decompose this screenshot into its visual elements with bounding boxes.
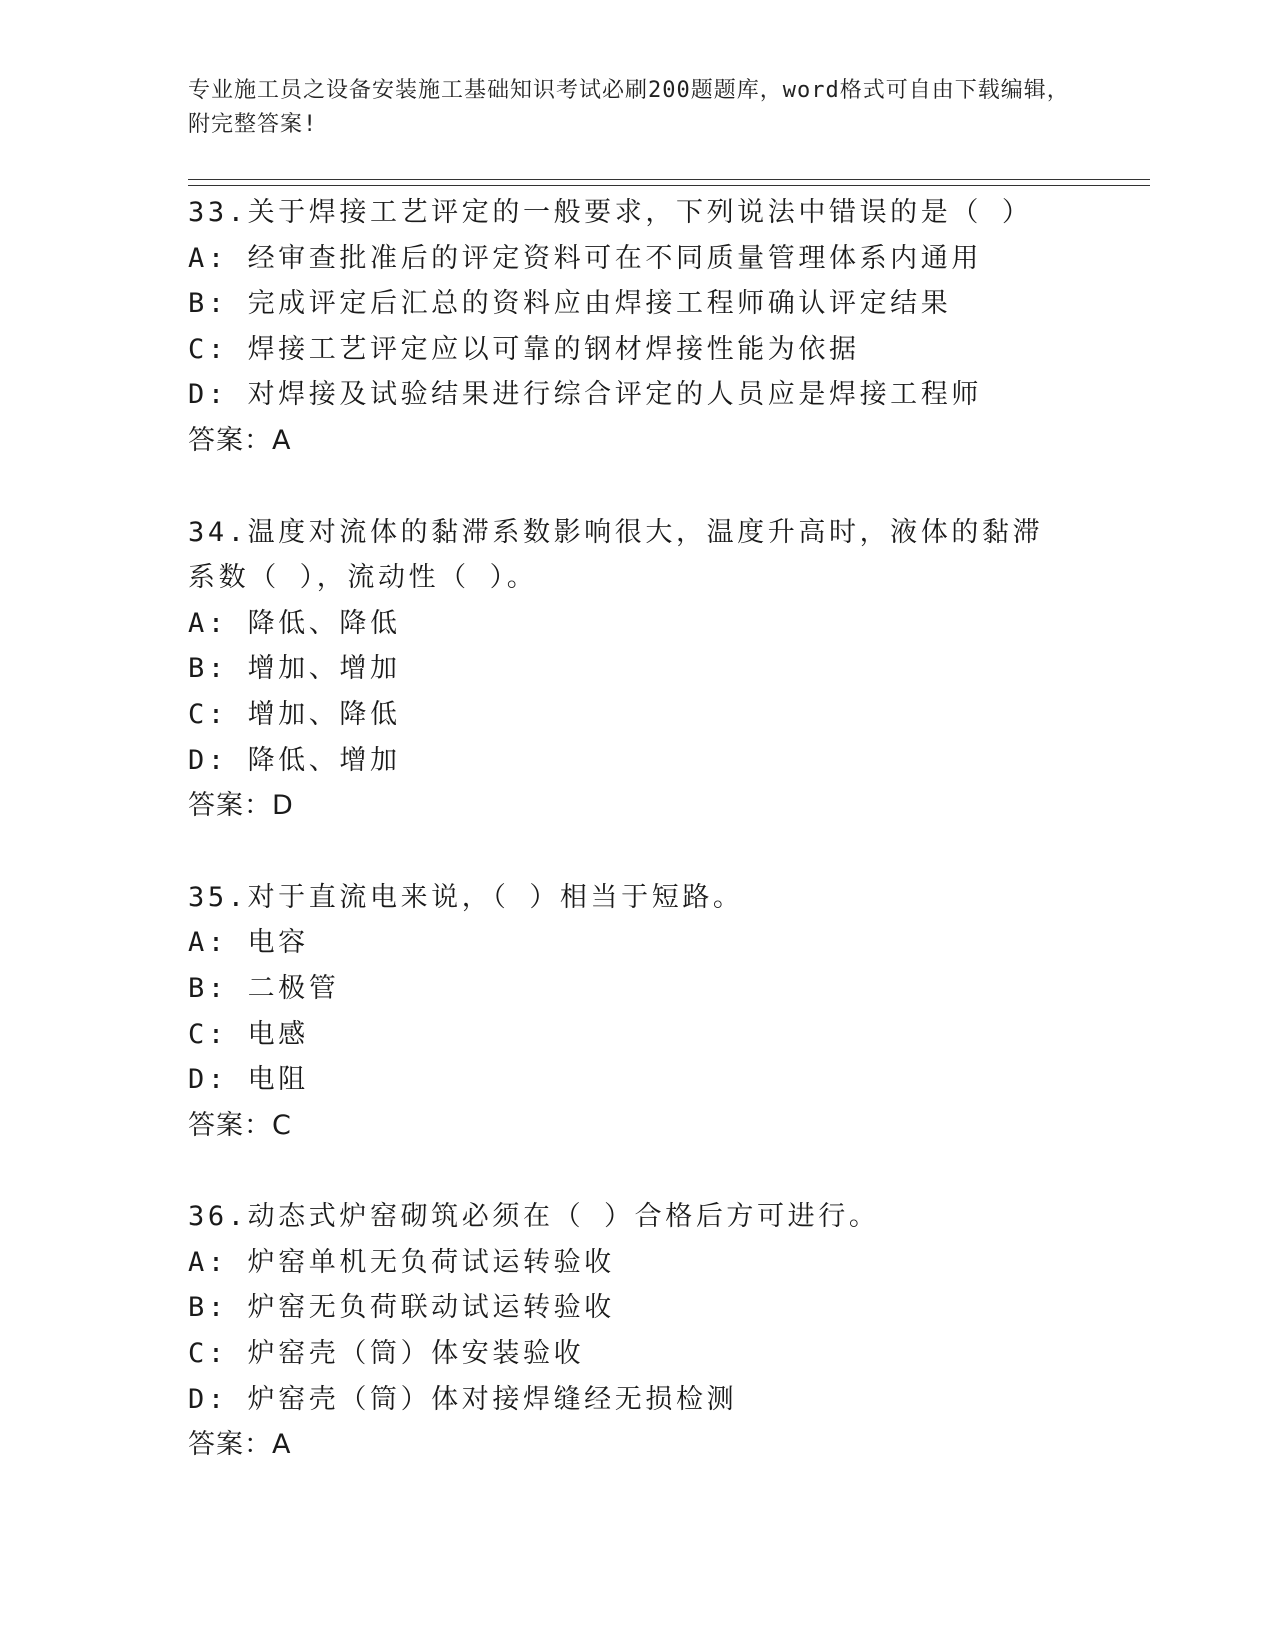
option-c: C: 增加、降低 <box>188 698 401 730</box>
option-d: D: 炉窑壳（筒）体对接焊缝经无损检测 <box>188 1383 738 1415</box>
question-stem: 35.对于直流电来说，（ ）相当于短路。 <box>188 881 744 913</box>
option-a: A: 经审查批准后的评定资料可在不同质量管理体系内通用 <box>188 242 982 274</box>
question-list <box>188 190 1148 1514</box>
option-a: A: 降低、降低 <box>188 607 401 639</box>
option-d: D: 降低、增加 <box>188 744 401 776</box>
question-34 <box>188 510 1148 829</box>
question-stem: 33.关于焊接工艺评定的一般要求，下列说法中错误的是（ ） <box>188 197 1033 228</box>
document-header: 专业施工员之设备安装施工基础知识考试必刷200题题库，word格式可自由下载编辑，附完整答案! <box>188 78 1070 137</box>
answer: 答案：A <box>188 424 292 456</box>
option-c: C: 炉窑壳（筒）体安装验收 <box>188 1338 585 1370</box>
option-b: B: 炉窑无负荷联动试运转验收 <box>188 1292 615 1324</box>
header-rule-top <box>188 179 1150 180</box>
option-d: D: 对焊接及试验结果进行综合评定的人员应是焊接工程师 <box>188 379 982 411</box>
option-b: B: 二极管 <box>188 972 340 1004</box>
option-b: B: 完成评定后汇总的资料应由焊接工程师确认评定结果 <box>188 288 952 320</box>
question-stem: 36.动态式炉窑砌筑必须在（ ）合格后方可进行。 <box>188 1201 880 1233</box>
answer: 答案：A <box>188 1429 292 1461</box>
option-a: A: 炉窑单机无负荷试运转验收 <box>188 1246 615 1278</box>
option-c: C: 焊接工艺评定应以可靠的钢材焊接性能为依据 <box>188 333 860 365</box>
option-d: D: 电阻 <box>188 1064 309 1096</box>
header-rule-bottom <box>188 185 1150 186</box>
answer: 答案：C <box>188 1109 292 1141</box>
question-stem: 34.温度对流体的黏滞系数影响很大，温度升高时，液体的黏滞系数（ ），流动性（ ）。 <box>188 516 1044 594</box>
answer: 答案：D <box>188 790 294 822</box>
option-a: A: 电容 <box>188 927 309 959</box>
question-35 <box>188 875 1148 1149</box>
option-b: B: 增加、增加 <box>188 653 401 685</box>
question-33 <box>188 190 1148 464</box>
option-c: C: 电感 <box>188 1018 309 1050</box>
question-36 <box>188 1194 1148 1468</box>
